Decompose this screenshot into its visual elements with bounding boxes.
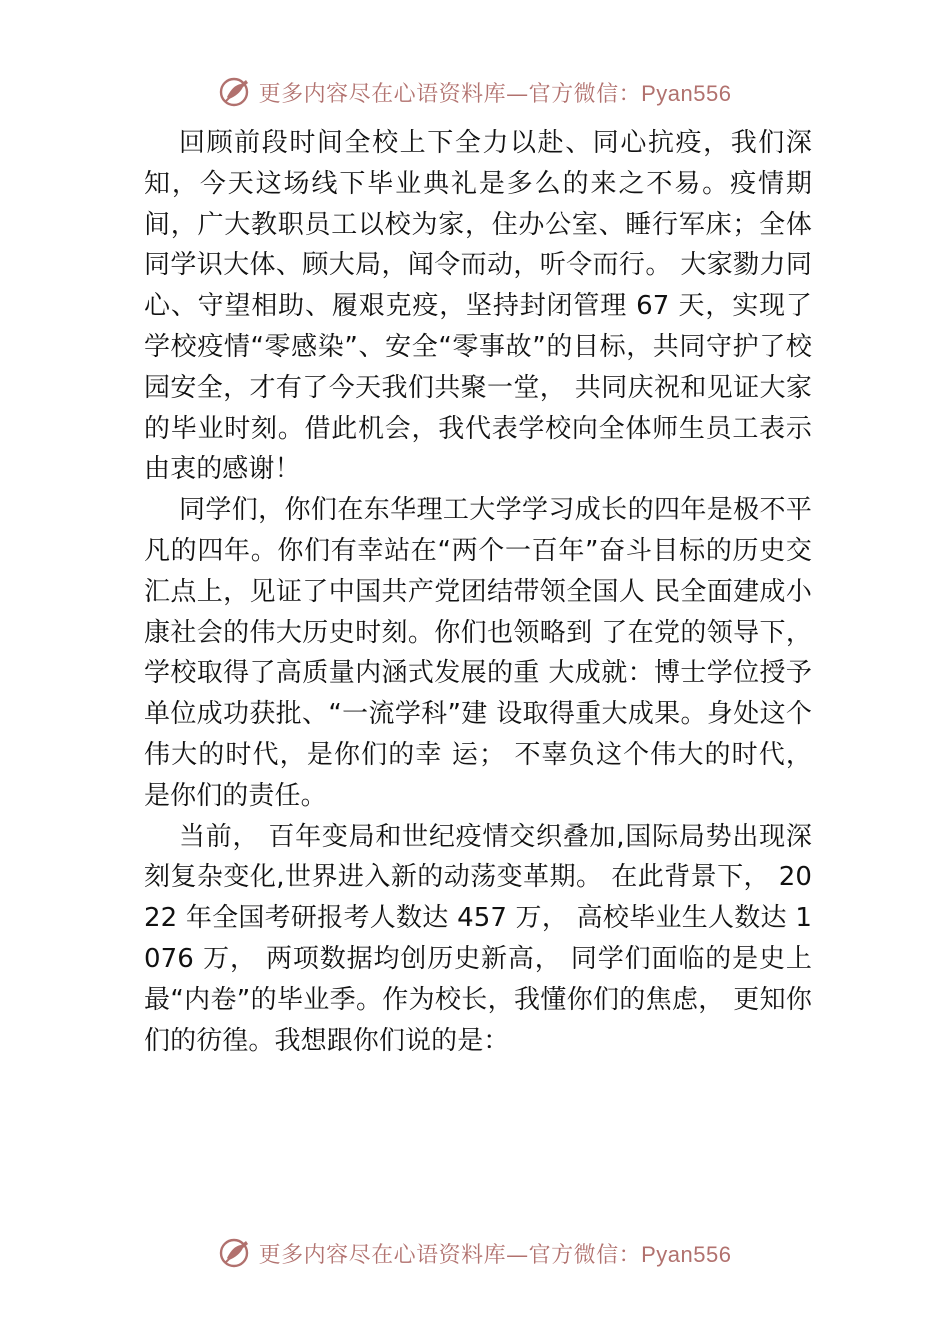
page-footer [0, 1233, 950, 1273]
document-body [144, 123, 812, 1061]
header-banner [259, 77, 732, 108]
page-header [0, 72, 950, 112]
header-wechat-id: Pyan556 [641, 80, 732, 106]
hand-pen-logo-icon [219, 1236, 253, 1270]
footer-banner-text: 更多内容尽在心语资料库—官方微信： [258, 1242, 642, 1268]
paragraph-2: 同学们，你们在东华理工大学学习成长的四年是极不平凡的四年。你们有幸站在“两个一百年”奋斗目标的历史交汇点上，见证了中国共产党团结带领全国人 民全面建成小康社会的伟大历史时刻。你们也领略到 了在党的领导下，学校取得了高质量内涵式发展的重 大成就：博士学位授予单位成功获批、“一流学科”建 设取得重大成果。身处这个伟大的时代，是你们的幸 运； 不辜负这个伟大的时代， 是你们的责任。 [144, 495, 812, 811]
footer-banner [259, 1238, 732, 1269]
hand-pen-logo-icon [219, 75, 253, 109]
footer-wechat-id: Pyan556 [641, 1241, 732, 1267]
paragraph-3: 当前， 百年变局和世纪疫情交织叠加,国际局势出现深刻复杂变化,世界进入新的动荡变革期。 在此背景下， 2022 年全国考研报考人数达 457 万， 高校毕业生人数达 1076 万， 两项数据均创历史新高， 同学们面临的是史上最“内卷”的毕业季。作为校长，我懂你们的焦虑， 更知你们的彷徨。我想跟你们说的是： [144, 821, 812, 1056]
header-banner-text: 更多内容尽在心语资料库—官方微信： [258, 81, 642, 107]
paragraph-1: 回顾前段时间全校上下全力以赴、同心抗疫，我们深知，今天这场线下毕业典礼是多么的来之不易。疫情期间，广大教职员工以校为家，住办公室、睡行军床；全体同学识大体、顾大局，闻令而动，听令而行。 大家勠力同心、守望相助、履艰克疫，坚持封闭管理 67 天，实现了学校疫情“零感染”、安全“零事故”的目标，共同守护了校园安全，才有了今天我们共聚一堂， 共同庆祝和见证大家的毕业时刻。借此机会，我代表学校向全体师生员工表示由衷的感谢！ [144, 128, 812, 485]
